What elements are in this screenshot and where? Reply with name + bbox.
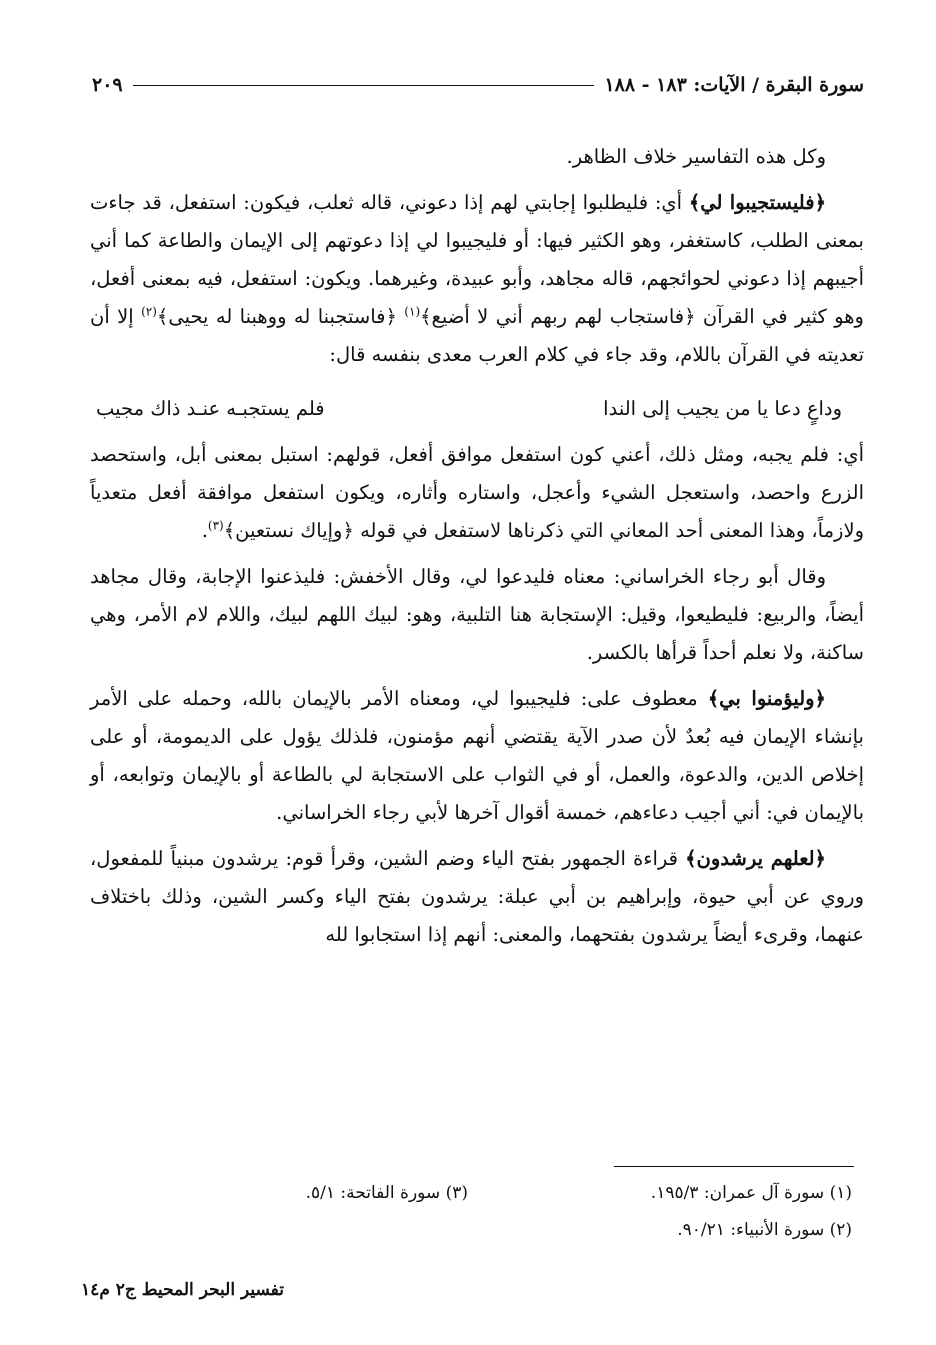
footnote-1: (١) سورة آل عمران: ١٩٥/٣. (650, 1183, 852, 1203)
footer-signature: تفسير البحر المحيط ج٢ م١٤ (81, 1280, 284, 1300)
footnote-ref: (٢) (141, 304, 157, 319)
paragraph-text: أي: فليطلبوا إجابتي لهم إذا دعوني، قاله ثعلب، فيكون: استفعل، قد جاءت بمعنى الطلب، كاستغفر، وهو الكثير فيها: أو فليجيبوا لي إذا دعوتهم إلى الإيمان والطاعة كما أني أجيبهم إذا دعوني لحوائجهم، قاله مجاهد، وأبو عبيدة، وغيرهما. ويكون: استفعل، فيه بمعنى أفعل، وهو كثير في القرآن ﴿فاستجاب لهم ربهم أني لا أضيع﴾ (90, 191, 864, 328)
poetry-verse (90, 390, 864, 428)
header-title: سورة البقرة / الآيات: ١٨٣ - ١٨٨ (604, 74, 864, 96)
paragraph-text: أي: فلم يجبه، ومثل ذلك، أعني كون استفعل موافق أفعل، قولهم: استبل بمعنى أبل، واستحصد الزرع واحصد، واستعجل الشيء وأعجل، واستاره وأثاره، ويكون استفعل موافقة أفعل متعدياً ولازماً، وهذا المعنى أحد المعاني التي ذكرناها لاستفعل في قوله ﴿وإياك نستعين﴾ (90, 443, 864, 542)
paragraph-1: وكل هذه التفاسير خلاف الظاهر. (566, 145, 826, 168)
paragraph-text: ﴿فاستجبنا له ووهبنا له يحيى﴾ (156, 305, 405, 328)
footnote-ref: (٣) (207, 518, 224, 533)
footnote-ref: (١) (404, 304, 421, 319)
paragraph-text: معطوف على: فليجيبوا لي، ومعناه الأمر بالإيمان بالله، وحمله على الأمر بإنشاء الإيمان فيه بُعدٌ لأن صدر الآية يقتضي أنهم مؤمنون، فلذلك يؤول على الديمومة، أو على إخلاص الدين، والدعوة، والعمل، أو في الثواب على الاستجابة لي بالطاعة أو بالإيمان وتوابعه، أو بالإيمان في: أني أجيب دعاءهم، خمسة أقوال آخرها لأبي رجاء الخراساني. (90, 687, 864, 824)
footnote-2: (٢) سورة الأنبياء: ٩٠/٢١. (677, 1220, 852, 1240)
verse-hemistich-first: وداعٍ دعا يا من يجيب إلى الندا (603, 397, 842, 420)
quran-phrase: ﴿لعلهم يرشدون﴾ (685, 847, 826, 870)
footnote-3: (٣) سورة الفاتحة: ٥/١. (305, 1183, 468, 1203)
paragraph-end: . (201, 519, 208, 542)
quran-phrase: ﴿وليؤمنوا بي﴾ (707, 687, 826, 710)
paragraph-2 (90, 184, 864, 374)
verse-hemistich-second: فلم يستجبـه عنـد ذاك مجيب (96, 397, 325, 420)
paragraph-3 (90, 436, 864, 550)
running-header (92, 68, 864, 102)
paragraph-6 (90, 840, 864, 954)
page-number: ٢٠٩ (92, 74, 123, 96)
footnote-rule (614, 1166, 854, 1167)
main-text (90, 138, 864, 954)
paragraph-text: إلا أن تعديته في القرآن باللام، وقد جاء في كلام العرب معدى بنفسه قال: (90, 305, 864, 366)
paragraph-4: وقال أبو رجاء الخراساني: معناه فليدعوا لي، وقال الأخفش: فليذعنوا الإجابة، وقال مجاهد أيضاً، والربيع: فليطيعوا، وقيل: الإستجابة هنا التلبية، وهو: لبيك اللهم لبيك، واللام لام الأمر، وهي ساكنة، ولا نعلم أحداً قرأها بالكسر. (90, 565, 864, 664)
paragraph-text: قراءة الجمهور بفتح الياء وضم الشين، وقرأ قوم: يرشدون مبنياً للمفعول، وروي عن أبي حيوة، وإبراهيم بن أبي عبلة: يرشدون بفتح الياء وكسر الشين، وذلك باختلاف عنهما، وقرىء أيضاً يرشدون بفتحهما، والمعنى: أنهم إذا استجابوا لله (90, 847, 864, 946)
header-rule (133, 85, 595, 86)
paragraph-5 (90, 680, 864, 832)
quran-phrase: ﴿فليستجيبوا لي﴾ (688, 191, 826, 214)
